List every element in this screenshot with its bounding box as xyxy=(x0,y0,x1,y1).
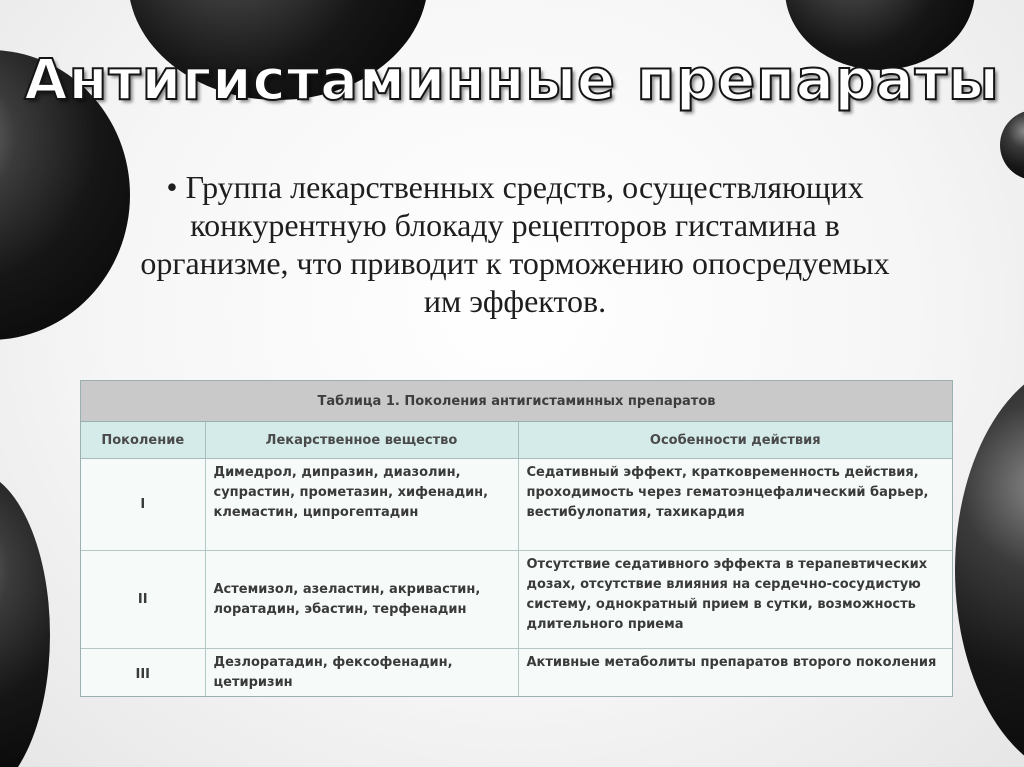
features-cell: Седативный эффект, кратковременность действия, проходимость через гематоэнцефалический барьер, вестибулопатия, тахикардия xyxy=(518,459,952,551)
decorative-sphere xyxy=(0,470,50,767)
slide-title: Антигистаминные препараты xyxy=(24,48,1000,113)
bullet-definition: • Группа лекарственных средств, осуществляющих конкурентную блокаду рецепторов гистамина в организме, что приводит к торможению опосредуемых им эффектов. xyxy=(140,169,890,319)
drugs-cell: Димедрол, дипразин, диазолин, супрастин, прометазин, хифенадин, клемастин, ципрогептадин xyxy=(205,459,518,551)
features-cell: Отсутствие седативного эффекта в терапевтических дозах, отсутствие влияния на сердечно-сосудистую систему, однократный прием в сутки, возможность длительного приема xyxy=(518,551,952,649)
drugs-cell: Дезлоратадин, фексофенадин, цетиризин xyxy=(205,649,518,698)
table-row xyxy=(81,551,952,649)
column-header-features: Особенности действия xyxy=(518,422,952,459)
generation-cell: III xyxy=(81,649,205,698)
generation-cell: I xyxy=(81,459,205,551)
generation-cell: II xyxy=(81,551,205,649)
generations-table xyxy=(80,380,953,697)
features-cell: Активные метаболиты препаратов второго поколения xyxy=(518,649,952,698)
table-caption: Таблица 1. Поколения антигистаминных препаратов xyxy=(81,381,952,422)
decorative-sphere xyxy=(1000,110,1024,180)
table-row xyxy=(81,459,952,551)
column-header-generation: Поколение xyxy=(81,422,205,459)
table-row xyxy=(81,649,952,698)
column-header-drug: Лекарственное вещество xyxy=(205,422,518,459)
drugs-cell: Астемизол, азеластин, акривастин, лоратадин, эбастин, терфенадин xyxy=(205,551,518,649)
decorative-sphere xyxy=(955,360,1024,767)
